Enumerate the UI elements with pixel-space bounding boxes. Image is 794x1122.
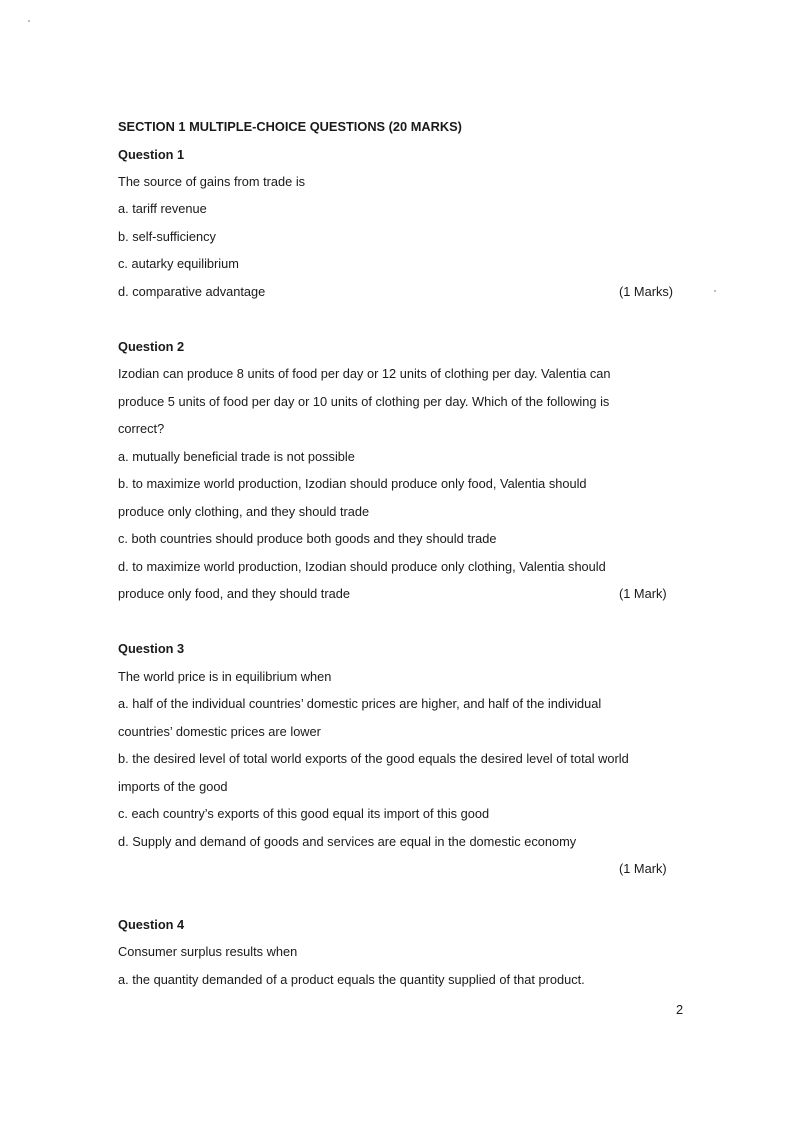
question-3-marks: (1 Mark) [619, 861, 667, 876]
question-3-option-b: b. the desired level of total world exports of the good equals the desired level of total world [118, 751, 629, 766]
question-2-option-d-cont: produce only food, and they should trade [118, 586, 350, 601]
question-4-option-a: a. the quantity demanded of a product equals the quantity supplied of that product. [118, 972, 585, 987]
question-2-stem-line: Izodian can produce 8 units of food per day or 12 units of clothing per day. Valentia can [118, 366, 611, 381]
question-3-option-d: d. Supply and demand of goods and services are equal in the domestic economy [118, 834, 577, 849]
scan-speck [28, 20, 30, 22]
question-2-option-b-cont: produce only clothing, and they should trade [118, 504, 370, 519]
question-1-marks: (1 Marks) [619, 284, 674, 299]
question-2-option-b: b. to maximize world production, Izodian should produce only food, Valentia should [118, 476, 587, 491]
question-2-heading: Question 2 [118, 339, 185, 354]
question-2-option-d: d. to maximize world production, Izodian should produce only clothing, Valentia should [118, 559, 606, 574]
question-1-option-d: d. comparative advantage [118, 284, 266, 299]
question-3-option-a-cont: countries’ domestic prices are lower [118, 724, 321, 739]
question-1-option-c: c. autarky equilibrium [118, 256, 239, 271]
question-2-option-c: c. both countries should produce both goods and they should trade [118, 531, 497, 546]
question-2-stem-line: produce 5 units of food per day or 10 units of clothing per day. Which of the following is [118, 394, 610, 409]
question-3-heading: Question 3 [118, 641, 185, 656]
scan-speck [714, 290, 716, 292]
question-4-heading: Question 4 [118, 917, 185, 932]
question-2-stem-line: correct? [118, 421, 165, 436]
question-1-stem: The source of gains from trade is [118, 174, 306, 189]
section-title: SECTION 1 MULTIPLE-CHOICE QUESTIONS (20 MARKS) [118, 119, 462, 134]
question-3-option-b-cont: imports of the good [118, 779, 228, 794]
question-2-marks: (1 Mark) [619, 586, 667, 601]
question-4-stem: Consumer surplus results when [118, 944, 298, 959]
question-2-option-a: a. mutually beneficial trade is not possible [118, 449, 355, 464]
page-number: 2 [676, 1002, 684, 1017]
question-1-heading: Question 1 [118, 147, 185, 162]
question-1-option-b: b. self-sufficiency [118, 229, 216, 244]
question-3-stem: The world price is in equilibrium when [118, 669, 332, 684]
question-1-option-a: a. tariff revenue [118, 201, 207, 216]
question-3-option-a: a. half of the individual countries’ domestic prices are higher, and half of the individual [118, 696, 602, 711]
question-3-option-c: c. each country’s exports of this good equal its import of this good [118, 806, 490, 821]
